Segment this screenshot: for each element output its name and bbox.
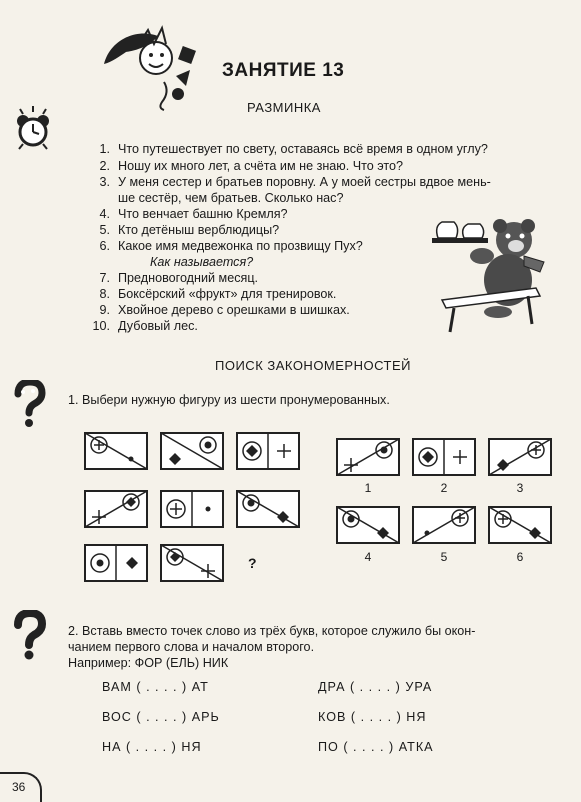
word-puzzle: ВОС ( . . . . ) АРЬ <box>102 710 220 724</box>
question-text: Кто детёныш верблюдицы? <box>118 223 280 237</box>
patterns-heading: ПОИСК ЗАКОНОМЕРНОСТЕЙ <box>215 358 412 373</box>
task2-instruction-line1: 2. Вставь вместо точек слово из трёх букв, которое служило бы окон- <box>68 624 476 638</box>
question-text-continued: ше сестёр, чем братьев. Сколько нас? <box>118 191 344 205</box>
question-number: 3. <box>99 175 110 189</box>
question-mark-icon <box>12 610 48 660</box>
question-number: 4. <box>99 207 110 221</box>
option-number: 6 <box>516 550 524 564</box>
task2-example: Например: ФОР (ЕЛЬ) НИК <box>68 656 229 670</box>
question-text: Боксёрский «фрукт» для тренировок. <box>118 287 337 301</box>
pattern-card <box>84 544 148 582</box>
question-text: Ношу их много лет, а счёта им не знаю. Что это? <box>118 159 404 173</box>
answer-option-card[interactable] <box>488 506 552 544</box>
answer-option-card[interactable] <box>336 506 400 544</box>
question-number: 9. <box>99 303 110 317</box>
option-number: 3 <box>516 481 524 495</box>
question-number: 5. <box>99 223 110 237</box>
question-number: 10. <box>92 319 110 333</box>
question-number: 7. <box>99 271 110 285</box>
question-text: Предновогодний месяц. <box>118 271 259 285</box>
option-number: 1 <box>364 481 372 495</box>
bear-illustration <box>424 208 554 336</box>
question-text: Хвойное дерево с орешками в шишках. <box>118 303 350 317</box>
missing-figure-mark: ? <box>248 555 257 571</box>
option-number: 5 <box>440 550 448 564</box>
question-number: 8. <box>99 287 110 301</box>
answer-option-card[interactable] <box>412 438 476 476</box>
warmup-heading: РАЗМИНКА <box>247 100 321 115</box>
word-puzzle: НА ( . . . . ) НЯ <box>102 740 202 754</box>
question-number: 1. <box>99 142 110 156</box>
answer-option-card[interactable] <box>412 506 476 544</box>
question-text: У меня сестер и братьев поровну. А у моей сестры вдвое мень- <box>118 175 491 189</box>
option-number: 2 <box>440 481 448 495</box>
question-text: Какое имя медвежонка по прозвищу Пух? <box>118 239 363 253</box>
task1-instruction: 1. Выбери нужную фигуру из шести пронумерованных. <box>68 393 390 407</box>
word-puzzle: ВАМ ( . . . . ) АТ <box>102 680 209 694</box>
option-number: 4 <box>364 550 372 564</box>
question-text: Что венчает башню Кремля? <box>118 207 288 221</box>
word-puzzle: ДРА ( . . . . ) УРА <box>318 680 433 694</box>
question-text-continued: Как называется? <box>150 255 254 269</box>
pattern-card <box>236 490 300 528</box>
question-number: 2. <box>99 159 110 173</box>
question-mark-icon <box>12 380 48 428</box>
task2-instruction-line2: чанием первого слова и началом второго. <box>68 640 315 654</box>
question-number: 6. <box>99 239 110 253</box>
pattern-card <box>160 544 224 582</box>
pattern-card <box>160 490 224 528</box>
pattern-card <box>160 432 224 470</box>
pattern-card <box>84 490 148 528</box>
question-text: Что путешествует по свету, оставаясь всё время в одном углу? <box>118 142 488 156</box>
word-puzzle: ПО ( . . . . ) АТКА <box>318 740 434 754</box>
answer-option-card[interactable] <box>336 438 400 476</box>
answer-option-card[interactable] <box>488 438 552 476</box>
question-text: Дубовый лес. <box>118 319 198 333</box>
pattern-card <box>236 432 300 470</box>
page-number: 36 <box>12 780 26 794</box>
page-number-badge <box>0 772 42 802</box>
word-puzzle: КОВ ( . . . . ) НЯ <box>318 710 427 724</box>
lesson-title: ЗАНЯТИЕ 13 <box>222 60 345 81</box>
pattern-card <box>84 432 148 470</box>
